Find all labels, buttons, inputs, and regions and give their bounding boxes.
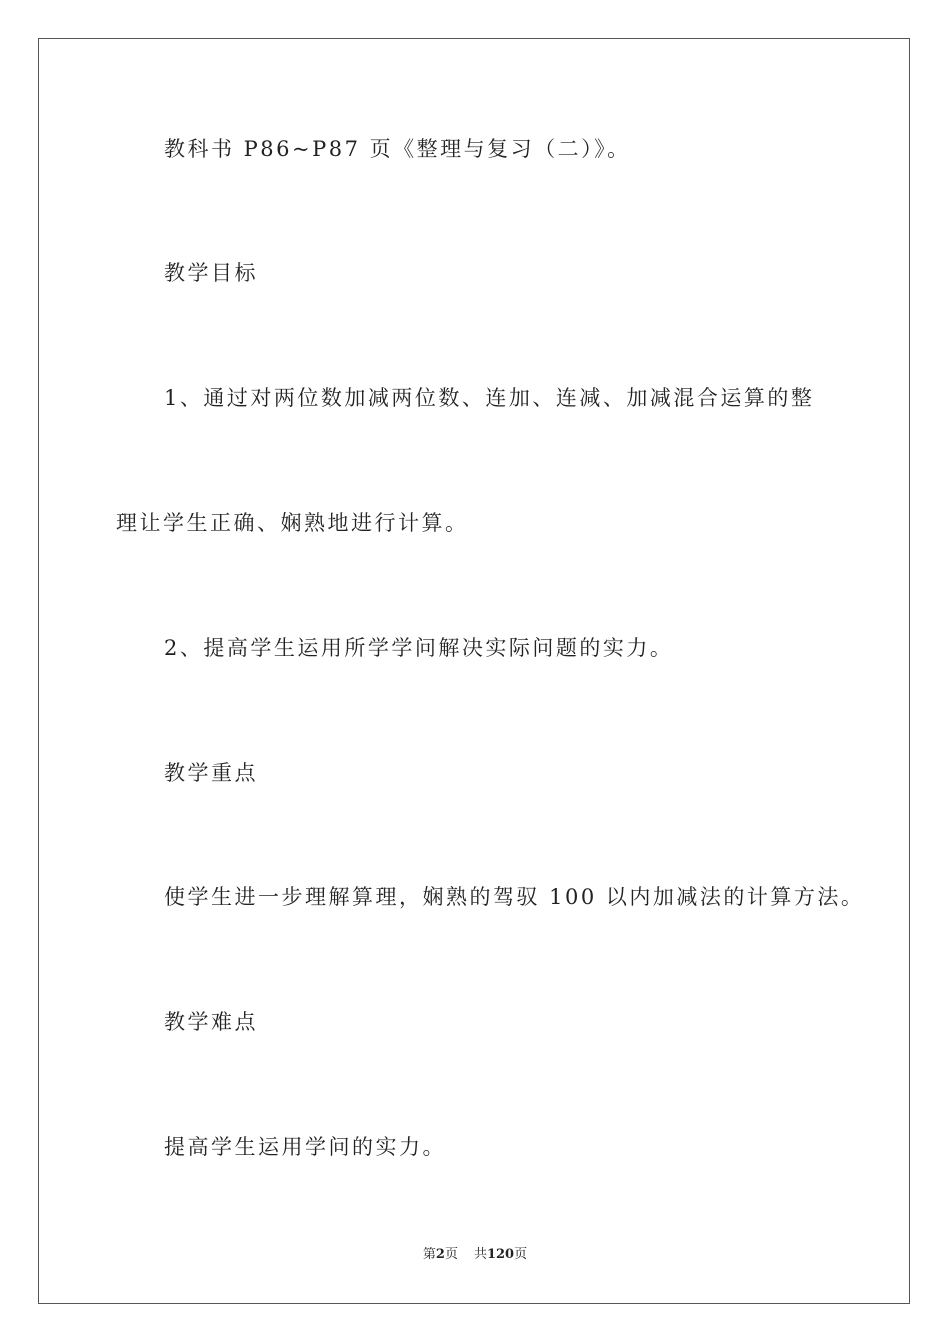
objective-1-line-2: 理让学生正确、娴熟地进行计算。 [116, 511, 469, 535]
page-suffix: 页 [444, 1247, 458, 1262]
page-number: 2 [435, 1247, 445, 1262]
total-suffix: 页 [514, 1247, 528, 1262]
key-points-text: 使学生进一步理解算理，娴熟的驾驭 100 以内加减法的计算方法。 [164, 885, 865, 909]
objective-1-line-1: 1、通过对两位数加减两位数、连加、连减、加减混合运算的整 [164, 386, 815, 410]
page-prefix: 第 [422, 1247, 436, 1262]
heading-difficulties: 教学难点 [164, 1010, 258, 1034]
page-footer [0, 1246, 950, 1264]
heading-key-points: 教学重点 [164, 761, 258, 785]
heading-teaching-objectives: 教学目标 [164, 261, 258, 285]
total-prefix: 共 [473, 1247, 487, 1262]
difficulties-text: 提高学生运用学问的实力。 [164, 1135, 446, 1159]
page-border [38, 38, 910, 1304]
total-pages: 120 [486, 1247, 515, 1262]
textbook-reference: 教科书 P86~P87 页《整理与复习（二）》。 [164, 137, 631, 161]
objective-2: 2、提高学生运用所学学问解决实际问题的实力。 [164, 636, 674, 660]
